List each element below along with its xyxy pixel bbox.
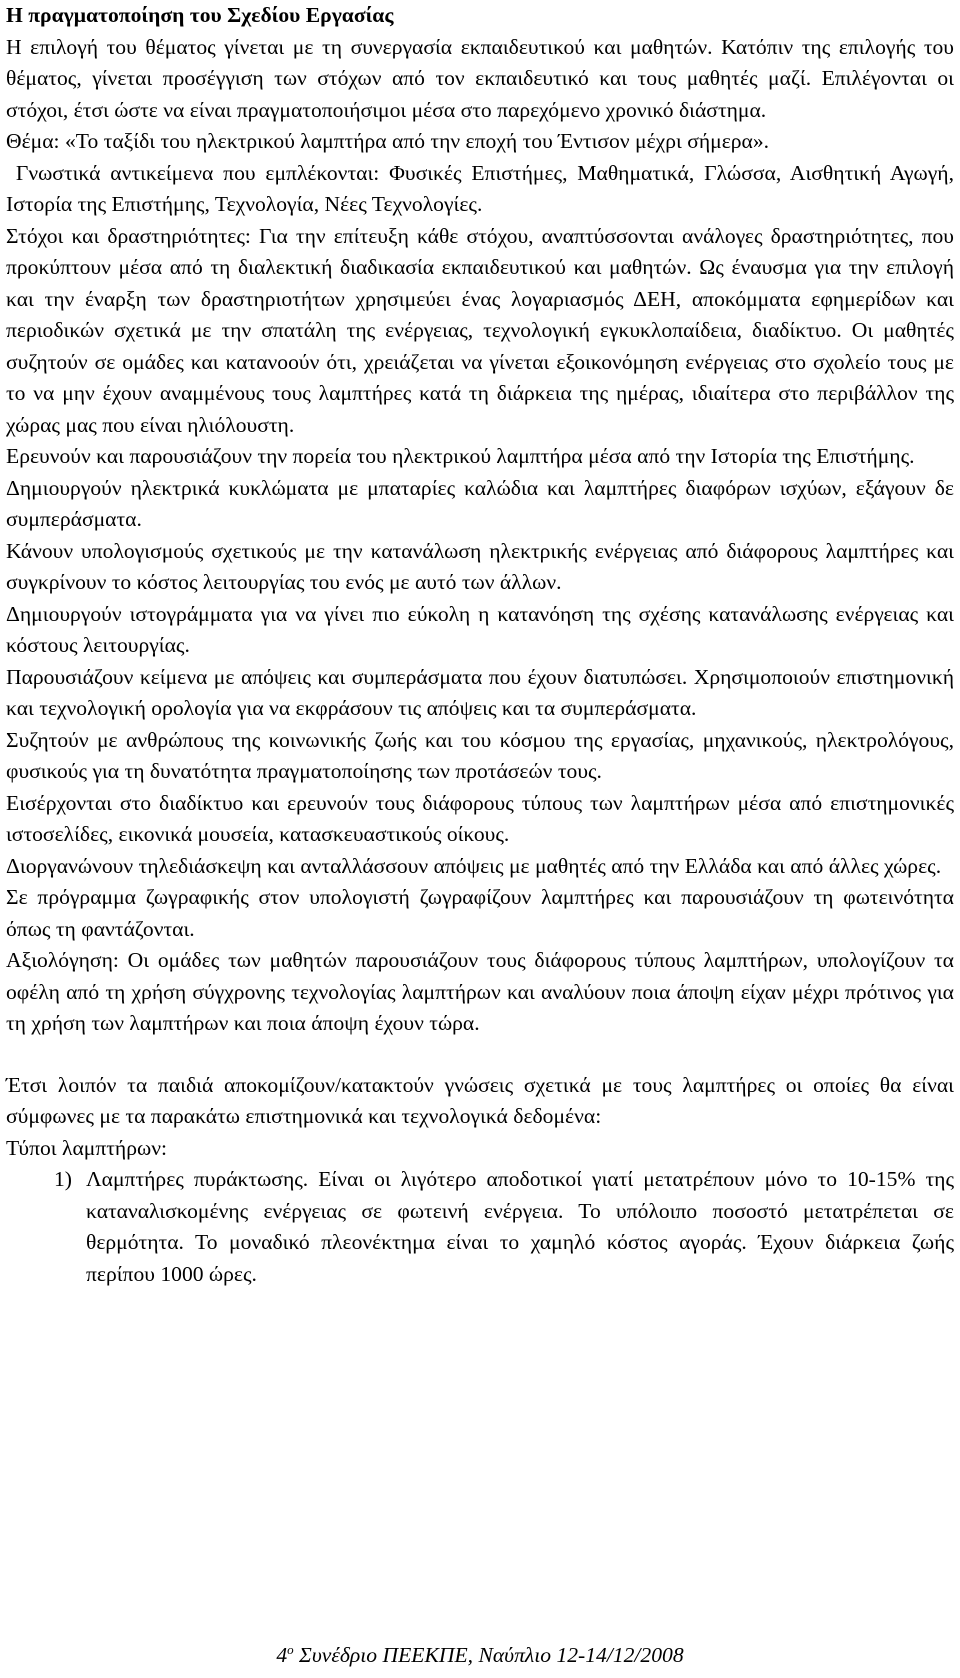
section-heading: Η πραγματοποίηση του Σχεδίου Εργασίας [6, 3, 394, 27]
paragraph-calculations: Κάνουν υπολογισμούς σχετικούς με την κατανάλωση ηλεκτρικής ενέργειας από διάφορους λαμπτήρες και συγκρίνουν το κόστος λειτουργίας του ενός με αυτό των άλλων. [6, 538, 954, 594]
paragraph-discussions: Συζητούν με ανθρώπους της κοινωνικής ζωής και του κόσμου της εργασίας, μηχανικούς, ηλεκτρολόγους, φυσικούς για τη δυνατότητα πραγματοποίησης των προτάσεών τους. [6, 727, 954, 783]
document-body [6, 0, 960, 1290]
list-item [6, 1164, 954, 1290]
paragraph-history-research: Ερευνούν και παρουσιάζουν την πορεία του ηλεκτρικού λαμπτήρα μέσα από την Ιστορία της Επιστήμης. [6, 444, 915, 468]
paragraph-theme: Θέμα: «Το ταξίδι του ηλεκτρικού λαμπτήρα από την εποχή του Έντισον μέχρι σήμερα». [6, 129, 770, 153]
paragraph-histograms: Δημιουργούν ιστογράμματα για να γίνει πιο εύκολη η κατανόηση της σχέσης κατανάλωσης ενέργειας και κόστους λειτουργίας. [6, 601, 954, 657]
paragraph-circuits: Δημιουργούν ηλεκτρικά κυκλώματα με μπαταρίες καλώδια και λαμπτήρες διαφόρων ισχύων, εξάγουν δε συμπεράσματα. [6, 475, 954, 531]
paragraph-internet-research: Εισέρχονται στο διαδίκτυο και ερευνούν τους διάφορους τύπους των λαμπτήρων μέσα από επιστημονικές ιστοσελίδες, εικονικά μουσεία, κατασκευαστικούς οίκους. [6, 790, 954, 846]
paragraph-spacer [6, 1040, 954, 1070]
paragraph-teleconference: Διοργανώνουν τηλεδιάσκεψη και ανταλλάσσουν απόψεις με μαθητές από την Ελλάδα και από άλλες χώρες. [6, 853, 942, 878]
paragraph-evaluation: Αξιολόγηση: Οι ομάδες των μαθητών παρουσιάζουν τους διάφορους τύπους λαμπτήρων, υπολογίζουν τα οφέλη από τη χρήση σύγχρονης τεχνολογίας λαμπτήρων και αναλύουν ποια άποψη είχαν μέχρι πρότινος για τη χρήση των λαμπτήρων και ποια άποψη έχουν τώρα. [6, 948, 954, 1035]
paragraph-topic-selection: Η επιλογή του θέματος γίνεται με τη συνεργασία εκπαιδευτικού και μαθητών. Κατόπιν της επιλογής του θέματος, γίνεται προσέγγιση των στόχων από τον εκπαιδευτικό και τους μαθητές μαζί. Επιλέγονται οι στόχοι, έτσι ώστε να είναι πραγματοποιήσιμοι μέσα στο παρεχόμενο χρονικό διάστημα. [6, 34, 954, 122]
list-item-number: 1) [54, 1167, 72, 1191]
paragraph-goals-activities: Στόχοι και δραστηριότητες: Για την επίτευξη κάθε στόχου, αναπτύσσονται ανάλογες δραστηριότητες, που προκύπτουν μέσα από τη διαλεκτική διαδικασία εκπαιδευτικού και μαθητών. Ως έναυσμα για την επιλογή και την έναρξη των δραστηριοτήτων χρησιμεύει ένας λογαριασμός ΔΕΗ, αποκόμματα εφημερίδων και περιοδικών σχετικά με την σπατάλη της ενέργειας, τεχνολογική εγκυκλοπαίδεια, διαδίκτυο. Οι μαθητές συζητούν σε ομάδες και κατανοούν ότι, χρειάζεται να γίνεται εξοικονόμηση ενέργειας στο σχολείο τους με το να μην έχουν αναμμένους τους λαμπτήρες κατά τη διάρκεια της ημέρας, ιδιαίτερα στο περιβάλλον της χώρας μας που είναι ηλιόλουστη. [6, 223, 954, 437]
lamp-types-list [6, 1164, 954, 1290]
page-footer [0, 1640, 960, 1670]
footer-ordinal-suffix: ο [287, 1642, 294, 1657]
footer-conference-text: Συνέδριο ΠΕΕΚΠΕ, Ναύπλιο 12-14/12/2008 [293, 1643, 684, 1667]
paragraph-painting: Σε πρόγραμμα ζωγραφικής στον υπολογιστή ζωγραφίζουν λαμπτήρες και παρουσιάζουν τη φωτεινότητα όπως τη φαντάζονται. [6, 885, 954, 941]
paragraph-closing: Έτσι λοιπόν τα παιδιά αποκομίζουν/κατακτούν γνώσεις σχετικά με τους λαμπτήρες οι οποίες θα είναι σύμφωνες με τα παρακάτω επιστημονικά και τεχνολογικά δεδομένα: [6, 1072, 954, 1128]
paragraph-subjects: Γνωστικά αντικείμενα που εμπλέκονται: Φυσικές Επιστήμες, Μαθηματικά, Γλώσσα, Αισθητική Αγωγή, Ιστορία της Επιστήμης, Τεχνολογία, Νέες Τεχνολογίες. [6, 160, 960, 216]
list-item-text: Λαμπτήρες πυράκτωσης. Είναι οι λιγότερο αποδοτικοί γιατί μετατρέπουν μόνο το 10-15% της καταναλισκομένης ενέργειας σε φωτεινή ενέργεια. Το υπόλοιπο ποσοστό μετατρέπεται σε θερμότητα. Το μοναδικό πλεονέκτημα είναι το χαμηλό κόστος αγοράς. Έχουν διάρκεια ζωής περίπου 1000 ώρες. [86, 1167, 954, 1286]
footer-ordinal: 4 [276, 1643, 288, 1667]
lamp-types-label: Τύποι λαμπτήρων: [6, 1135, 167, 1160]
paragraph-presentations: Παρουσιάζουν κείμενα με απόψεις και συμπεράσματα που έχουν διατυπώσει. Χρησιμοποιούν επιστημονική και τεχνολογική ορολογία για να εκφράσουν τις απόψεις και τα συμπεράσματα. [6, 664, 954, 720]
